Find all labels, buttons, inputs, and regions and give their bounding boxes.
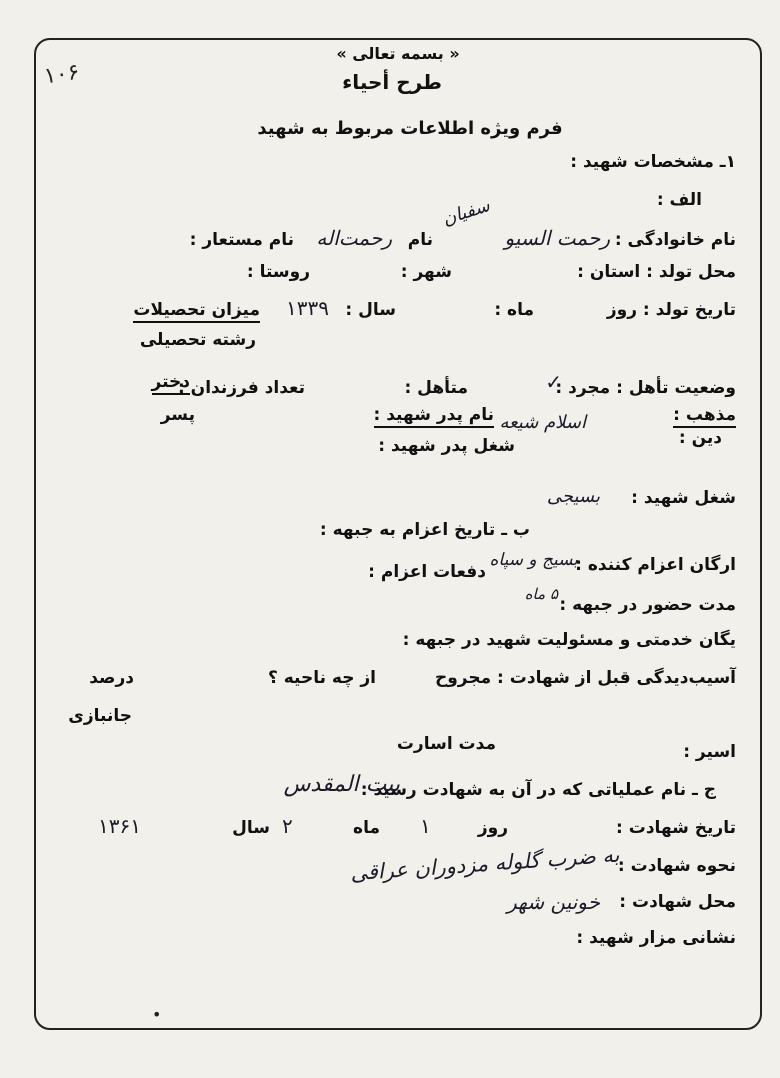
dispatching-org-value: بسیج و سپاه (489, 550, 578, 570)
place-value: خونین شهر (507, 890, 600, 914)
martyrdom-date-label: تاریخ شهادت : (616, 818, 736, 838)
martyrdom-month-value: ۲ (282, 814, 293, 838)
place-label: محل شهادت : (619, 892, 736, 912)
grave-address-label: نشانی مزار شهید : (576, 928, 736, 948)
single-check-mark: ✓ (545, 370, 562, 394)
martyrdom-year-value: ۱۳۶۱ (98, 814, 141, 838)
section-b-title: ب ـ تاریخ اعزام به جبهه : (319, 520, 530, 540)
operation-label: ج ـ نام عملیاتی که در آن به شهادت رسید : (360, 780, 716, 800)
birthdate-year-label: سال : (345, 300, 396, 320)
martyrdom-year-label: سال (232, 818, 270, 838)
dispatch-count-label: دفعات اعزام : (368, 562, 486, 582)
bismillah-heading: « بسمه تعالی » (336, 44, 460, 63)
first-name-value: رحمت‌اله (316, 226, 392, 250)
captive-label: اسیر : (683, 742, 736, 762)
education-level-label: میزان تحصیلات (133, 300, 260, 323)
operation-value: بیت المقدس (283, 772, 400, 797)
sect-label: مذهب : (673, 405, 736, 428)
family-name-value: رحمت السیو (504, 226, 610, 250)
duration-value: ۵ ماه (524, 585, 558, 603)
injury-label: آسیب‌دیدگی قبل از شهادت : مجروح (434, 668, 736, 688)
martyr-job-label: شغل شهید : (631, 488, 736, 508)
children-count-label: تعداد فرزندان : (177, 378, 305, 398)
duration-label: مدت حضور در جبهه : (559, 595, 736, 615)
birthplace-city-label: شهر : (400, 262, 452, 282)
form-title: فرم ویژه اطلاعات مربوط به شهید (257, 118, 563, 139)
unit-responsibility-label: یگان خدمتی و مسئولیت شهید در جبهه : (402, 630, 736, 650)
veteran-label: جانبازی (68, 706, 132, 726)
marital-married-label: متأهل : (404, 378, 468, 398)
injury-area-label: از چه ناحیه ؟ (267, 668, 376, 688)
project-title: طرح أحياء (342, 70, 442, 94)
religion-label: دین : (678, 428, 722, 448)
father-job-label: شغل پدر شهید : (378, 436, 515, 456)
family-name-label: نام خانوادگی : (614, 230, 736, 250)
alias-label: نام مستعار : (189, 230, 294, 250)
martyrdom-month-label: ماه (353, 818, 380, 838)
page-number: ۱۰۶ (42, 59, 82, 90)
birthdate-day-label: تاریخ تولد : روز (606, 300, 736, 320)
children-daughter-label: دختر (152, 372, 191, 395)
manner-label: نحوه شهادت : (617, 856, 736, 876)
marital-single-label: وضعیت تأهل : مجرد : (555, 378, 736, 398)
alias-handwritten-note: سفیان (439, 195, 493, 230)
birth-year-value: ۱۳۳۹ (286, 296, 329, 320)
birthplace-village-label: روستا : (246, 262, 310, 282)
part-a-label: الف : (656, 190, 702, 210)
disability-percent-label: درصد (89, 668, 134, 688)
dispatching-org-label: ارگان اعزام کننده : (575, 555, 736, 575)
martyrdom-day-label: روز (477, 818, 508, 838)
martyr-job-value: بسیجی (546, 486, 600, 507)
martyrdom-day-value: ۱ (420, 814, 431, 838)
religion-value: اسلام شیعه (499, 412, 586, 433)
first-name-label: نام (407, 230, 433, 250)
manner-value: به ضرب گلوله مزدوران عراقی (349, 842, 621, 886)
birthdate-month-label: ماه : (494, 300, 534, 320)
captive-duration-label: مدت اسارت (396, 734, 496, 754)
father-name-label: نام پدر شهید : (374, 405, 494, 428)
field-of-study-label: رشته تحصیلی (139, 330, 256, 350)
children-son-label: پسر (160, 405, 195, 425)
page-dot: • (152, 1005, 162, 1024)
section1-title: ۱ـ مشخصات شهید : (570, 152, 736, 172)
birthplace-province-label: محل تولد : استان : (577, 262, 736, 282)
